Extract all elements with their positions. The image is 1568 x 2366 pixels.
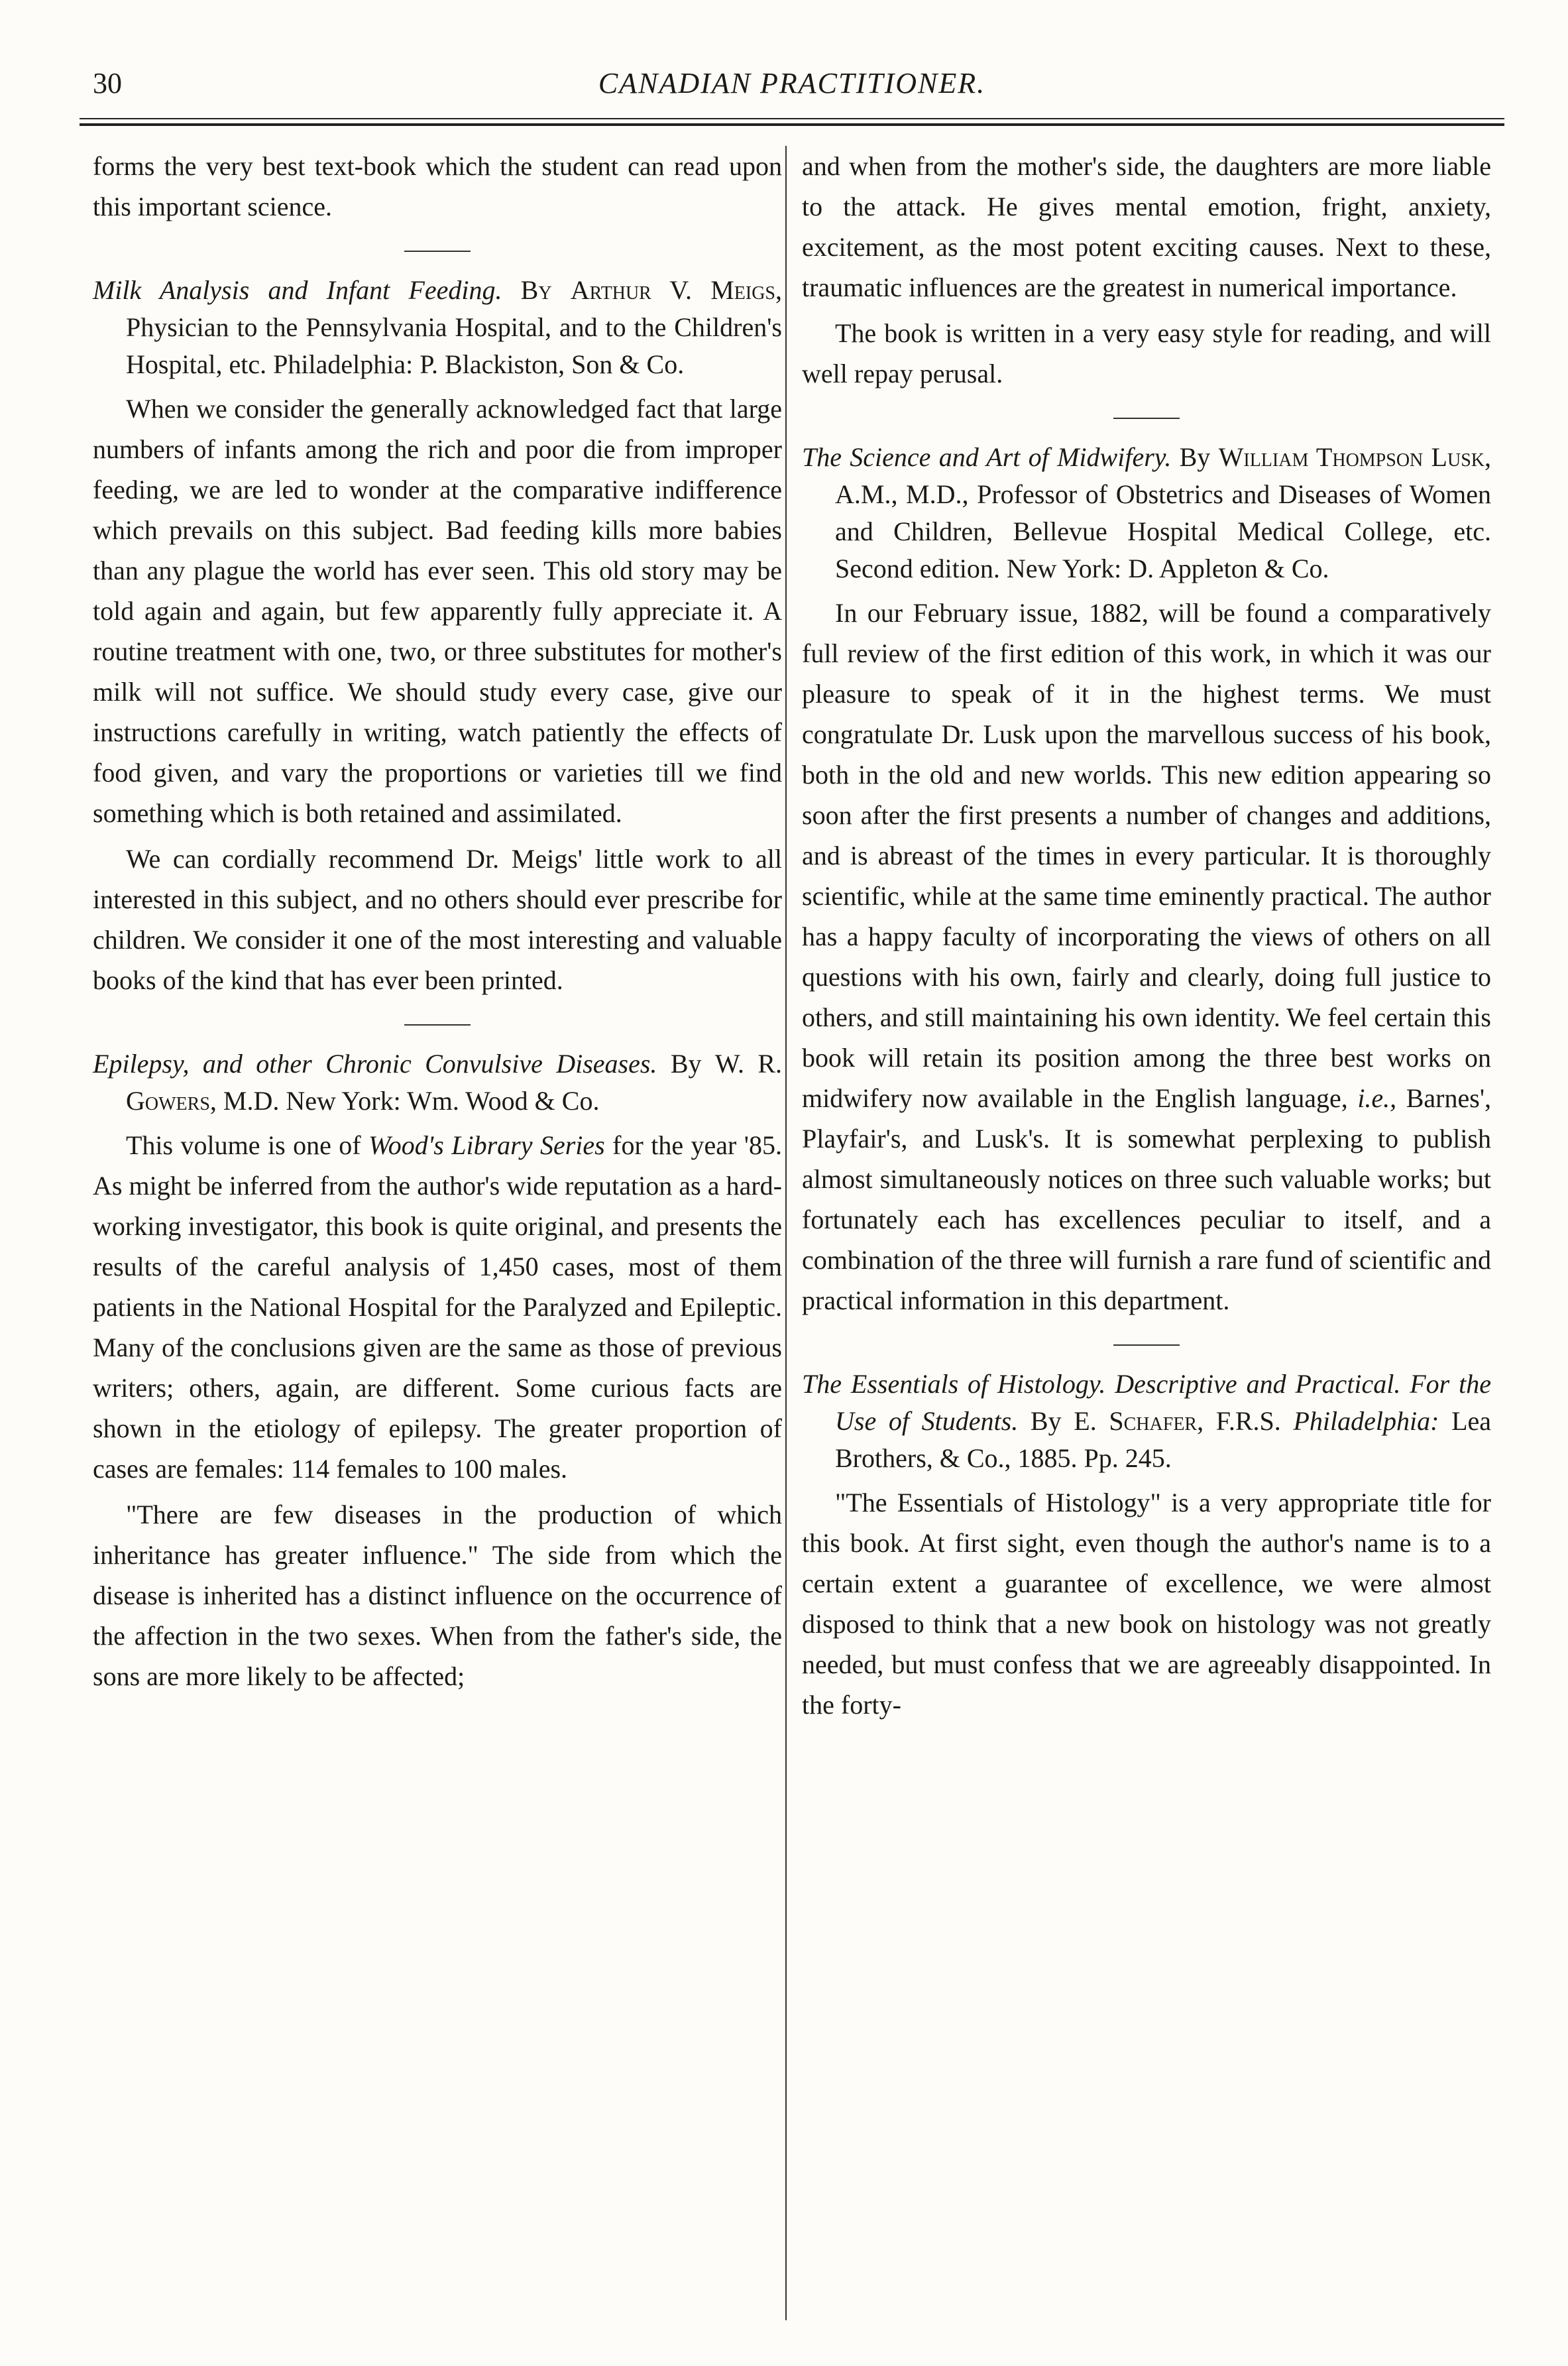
review-lusk-by: By xyxy=(1179,442,1211,472)
section-divider xyxy=(404,1024,471,1026)
page-number: 30 xyxy=(93,67,122,99)
style-paragraph: The book is written in a very easy style for reading, and will well repay perusal. xyxy=(802,318,1491,388)
review-gowers-author: W. R. Gowers, xyxy=(126,1049,783,1116)
review-lusk-p1-a: In our February issue, 1882, will be found a comparatively full review of the first edition of this work, in which it was our pleasure to speak of it in the highest terms. We must congratulate Dr. Lusk upon the marvellous success of his book, both in the old and new worlds. This new edition appearing so soon after the first presents a number of changes and additions, and is abreast of the times in every particular. It is thoroughly scientific, while at the same time eminently practical. The author has a happy faculty of incorporating the views of others on all questions with his own, fairly and clearly, doing full justice to others, and still maintaining his own identity. We feel certain this book will retain its position among the three best works on midwifery now available in the English language, xyxy=(802,598,1491,1113)
review-lusk-p1-b: Barnes', Playfair's, and Lusk's. It is somewhat perplexing to publish almost simultaneously notices on three such valuable works; but fortunately each has excellences peculiar to itself, and a combination of the three will furnish a rare fund of scientific and practical information in this department. xyxy=(802,1083,1492,1315)
page-header xyxy=(80,66,1504,119)
review-lusk-details: A.M., M.D., Professor of Obstetrics and Diseases of Women and Children, Bellevue Hospital Medical College, etc. Second edition. New York: D. Appleton & Co. xyxy=(835,479,1491,583)
review-schafer-title: The Essentials of Histology. Descriptive and Practical. For the Use of Students. xyxy=(802,1369,1491,1436)
section-divider xyxy=(404,251,471,252)
column-divider xyxy=(785,146,787,2320)
review-lusk-paragraph-1 xyxy=(802,593,1491,1321)
review-gowers-series: Wood's Library Series xyxy=(368,1130,605,1160)
body-columns xyxy=(80,146,1504,2320)
section-divider xyxy=(1113,1344,1180,1346)
review-schafer-details-a: F.R.S. xyxy=(1215,1406,1281,1436)
review-gowers-paragraph-2: "There are few diseases in the production of which inheritance has greater influence." The side from which the disease is inherited has a distinct influence on the occurrence of the affection in the two sexes. When from the father's side, the sons are more likely to be affected; xyxy=(93,1500,782,1691)
review-schafer-by: By xyxy=(1030,1406,1062,1436)
header-rule-thick xyxy=(80,123,1504,126)
section-divider xyxy=(1113,418,1180,419)
review-gowers-by: By xyxy=(670,1049,702,1079)
review-gowers-p1-a: This volume is one of xyxy=(126,1130,361,1160)
review-gowers-details: M.D. New York: Wm. Wood & Co. xyxy=(223,1086,600,1116)
review-lusk-ie: i.e., xyxy=(1357,1083,1397,1113)
review-meigs-author: Arthur V. Meigs, xyxy=(570,275,782,305)
left-column xyxy=(93,146,782,1702)
review-lusk-title: The Science and Art of Midwifery. xyxy=(802,442,1172,472)
right-column xyxy=(802,146,1491,1730)
review-gowers-p1-b: for the year '85. As might be inferred from the author's wide reputation as a hard-working investigator, this book is quite original, and presents the results of the careful analysis of 1,450 cases, most of them patients in the National Hospital for the Paralyzed and Epileptic. Many of the conclusions given are the same as those of previous writers; others, again, are different. Some curious facts are shown in the etiology of epilepsy. The greater proportion of cases are females: 114 females to 100 males. xyxy=(93,1130,782,1484)
review-meigs-details: Physician to the Pennsylvania Hospital, and to the Children's Hospital, etc. Philadelphia: P. Blackiston, Son & Co. xyxy=(126,312,782,379)
review-meigs-title: Milk Analysis and Infant Feeding. xyxy=(93,275,502,305)
review-schafer-details-b: Lea Brothers, & Co., 1885. Pp. 245. xyxy=(835,1406,1492,1473)
header-rule-thin xyxy=(80,118,1504,119)
review-gowers-title: Epilepsy, and other Chronic Convulsive Diseases. xyxy=(93,1049,657,1079)
review-meigs-paragraph-2: We can cordially recommend Dr. Meigs' little work to all interested in this subject, and no others should ever prescribe for children. We consider it one of the most interesting and valuable books of the kind that has ever been printed. xyxy=(93,844,782,995)
review-schafer-author: E. Schafer, xyxy=(1074,1406,1204,1436)
review-schafer-place: Philadelphia: xyxy=(1293,1406,1439,1436)
review-meigs-by: By xyxy=(520,275,552,305)
review-lusk-citation xyxy=(802,439,1491,587)
review-meigs-citation xyxy=(93,272,782,383)
continued-paragraph: and when from the mother's side, the daughters are more liable to the attack. He gives mental emotion, fright, anxiety, excitement, as the most potent exciting causes. Next to these, traumatic influences are the greatest in numerical importance. xyxy=(802,151,1491,302)
review-meigs-paragraph-1: When we consider the generally acknowledged fact that large numbers of infants among the rich and poor die from improper feeding, we are led to wonder at the comparative indifference which prevails on this subject. Bad feeding kills more babies than any plague the world has ever seen. This old story may be told again and again, but few apparently fully appreciate it. A routine treatment with one, two, or three substitutes for mother's milk will not suffice. We should study every case, give our instructions carefully in writing, watch patiently the effects of food given, and vary the proportions or varieties till we find something which is both retained and assimilated. xyxy=(93,394,782,828)
review-gowers-citation xyxy=(93,1045,782,1120)
review-schafer-paragraph-1: "The Essentials of Histology" is a very appropriate title for this book. At first sight, even though the author's name is to a certain extent a guarantee of excellence, we were almost disposed to think that a new book on histology was not greatly needed, but must confess that we are agreeably disappointed. In the forty- xyxy=(802,1488,1491,1720)
review-lusk-author: William Thompson Lusk, xyxy=(1218,442,1492,472)
review-gowers-paragraph-1 xyxy=(93,1125,782,1489)
page xyxy=(80,66,1504,2320)
review-schafer-citation xyxy=(802,1366,1491,1477)
journal-title: CANADIAN PRACTITIONER. xyxy=(598,67,986,99)
intro-paragraph: forms the very best text-book which the student can read upon this important science. xyxy=(93,151,782,221)
